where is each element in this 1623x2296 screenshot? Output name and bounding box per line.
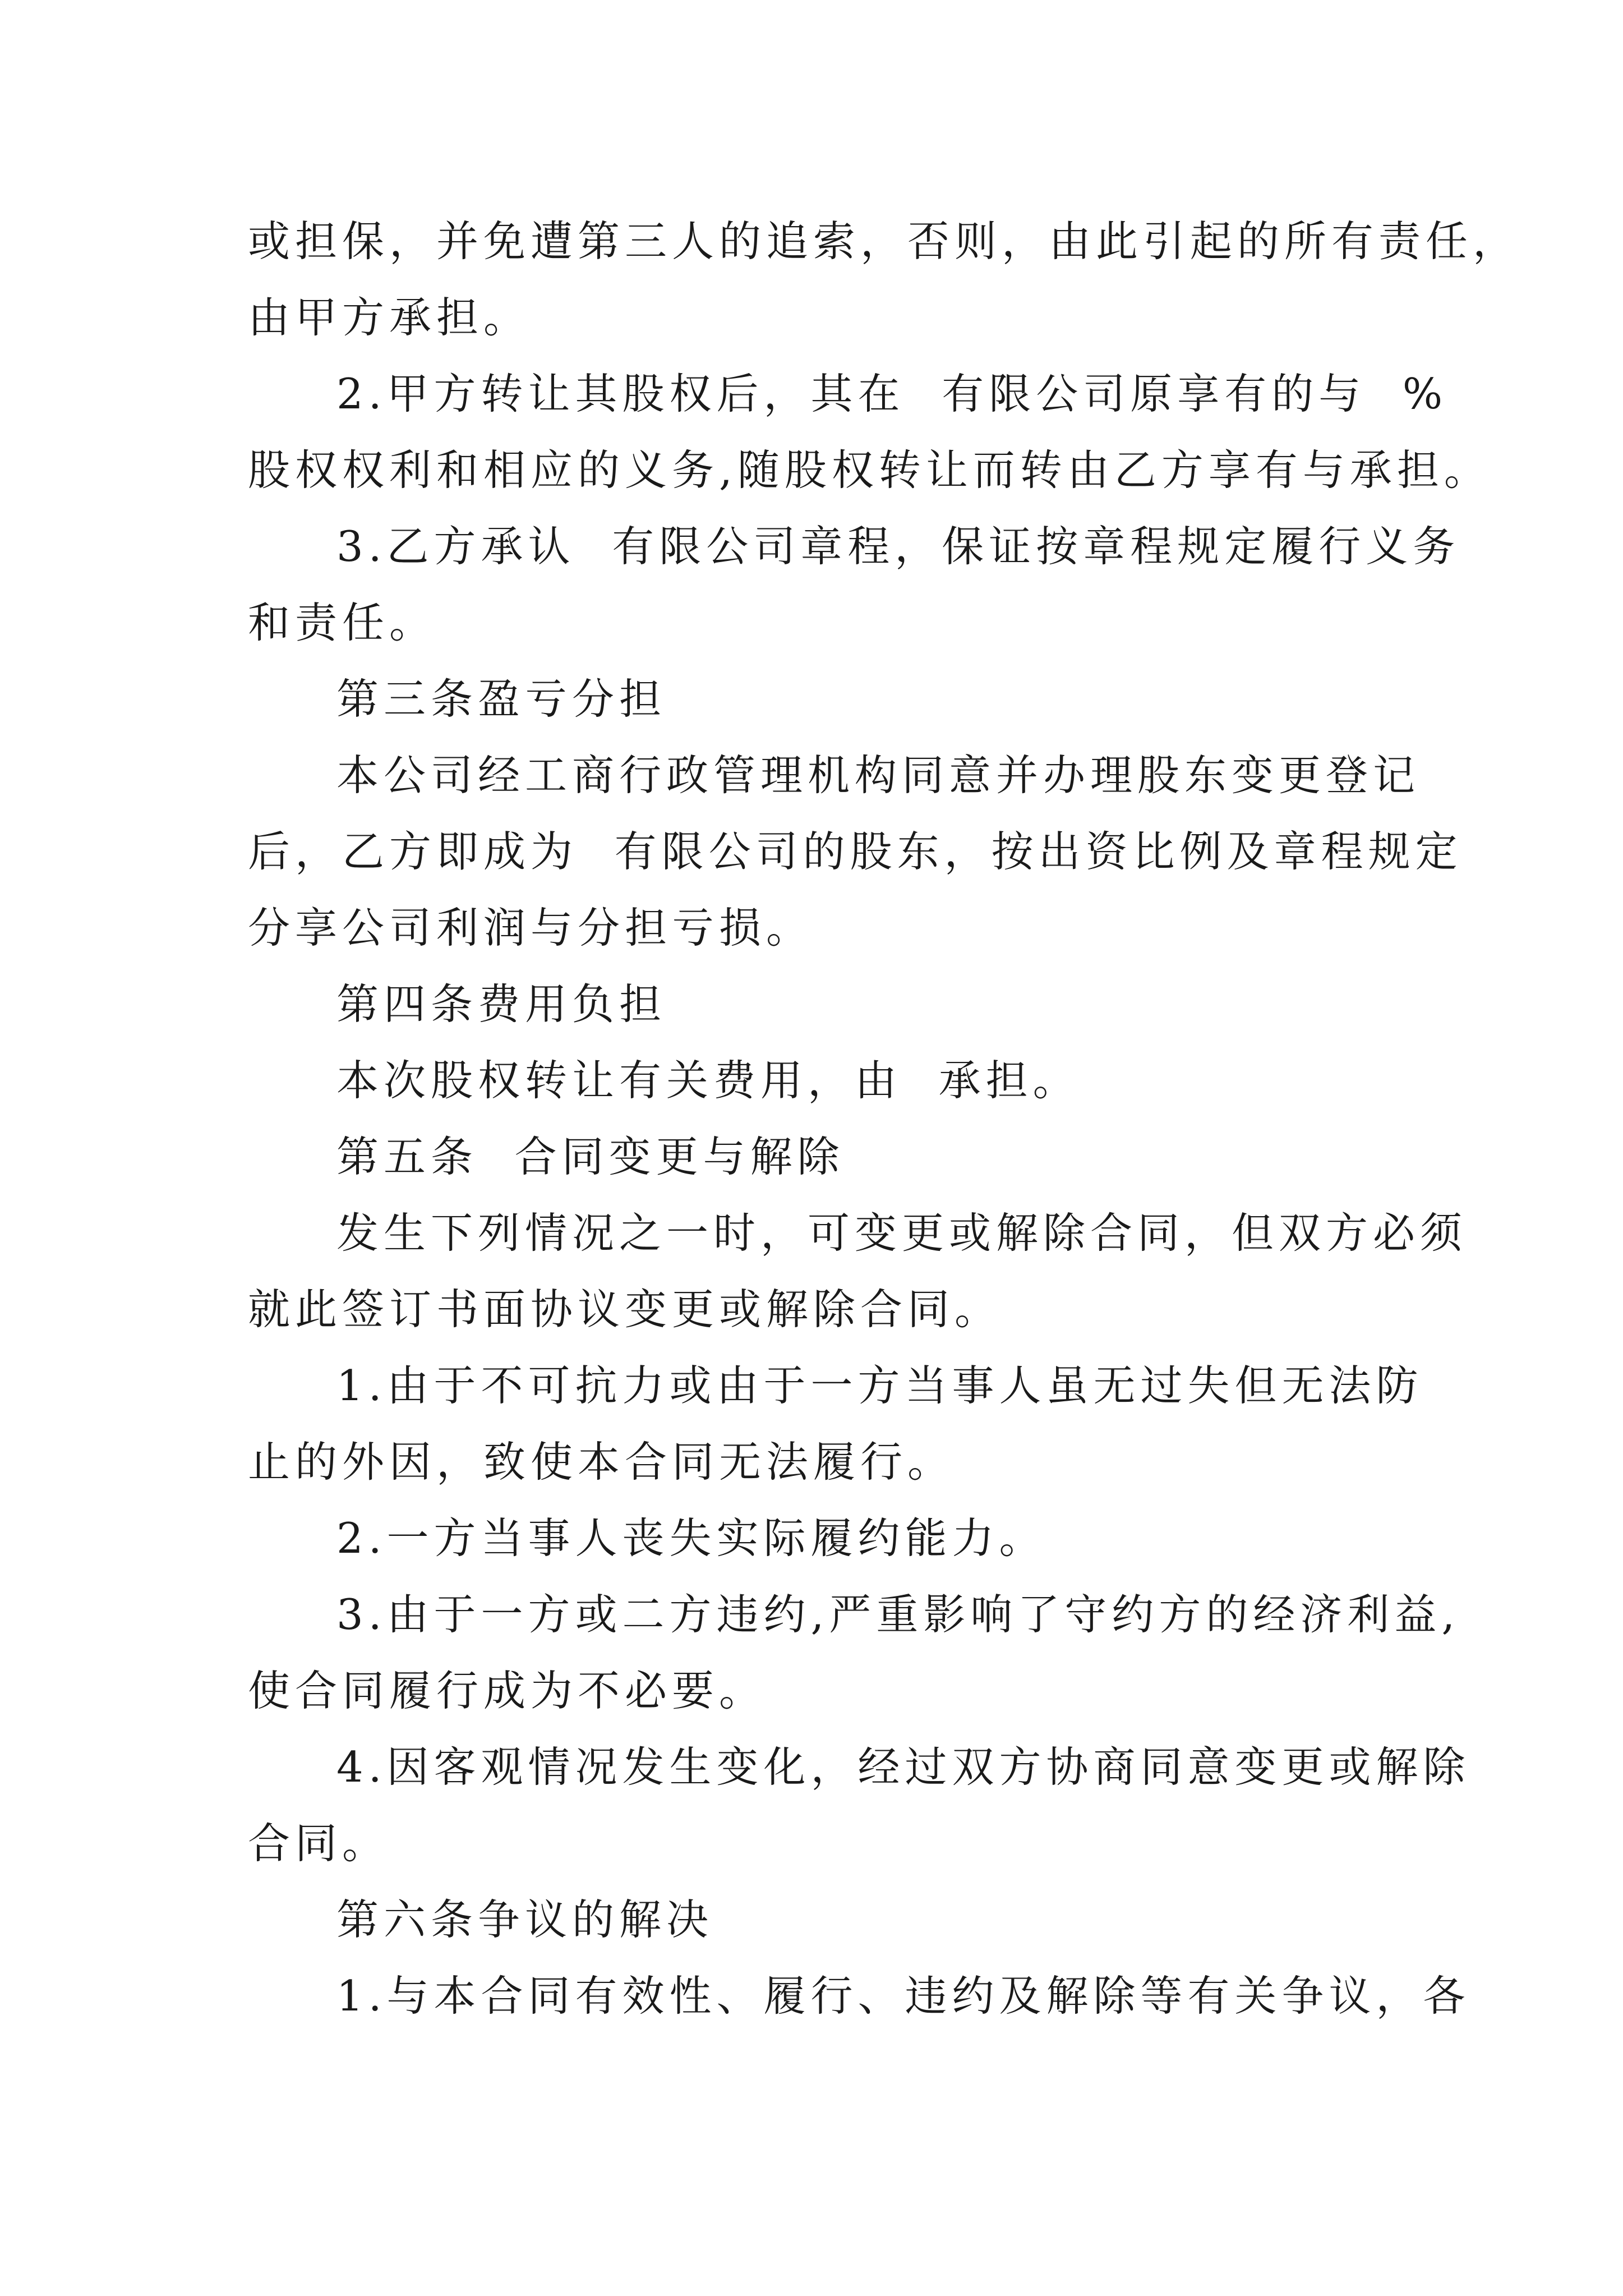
text-line-2: 由甲方承担。 <box>248 293 531 342</box>
document-body <box>248 203 1520 2034</box>
text-line-4: 股权权利和相应的义务,随股权转让而转由乙方享有与承担。 <box>248 445 1491 495</box>
clause-3-text: 3.乙方承认 有限公司章程，保证按章程规定履行义务 <box>336 522 1460 571</box>
article-5-item-1: 1.由于不可抗力或由于一方当事人虽无过失但无法防 <box>336 1361 1423 1410</box>
text-line-17: 止的外因，致使本合同无法履行。 <box>248 1437 955 1487</box>
article-5-item-4: 4.因客观情况发生变化，经过双方协商同意变更或解除 <box>336 1742 1470 1792</box>
text-line-22: 合同。 <box>248 1819 390 1868</box>
article-5-item-2: 2.一方当事人丧失实际履约能力。 <box>336 1513 1046 1563</box>
article-3-body: 本公司经工商行政管理机构同意并办理股东变更登记 <box>336 751 1421 800</box>
article-5-body: 发生下列情况之一时，可变更或解除合同，但双方必须 <box>336 1208 1468 1258</box>
clause-2-text: 2.甲方转让其股权后，其在 有限公司原享有的与 % <box>336 369 1448 418</box>
article-5-heading: 第五条 合同变更与解除 <box>336 1132 845 1181</box>
article-4-heading: 第四条费用负担 <box>336 979 667 1029</box>
article-6-heading: 第六条争议的解决 <box>336 1895 714 1944</box>
text-line-6: 和责任。 <box>248 598 437 647</box>
article-4-body: 本次股权转让有关费用，由 承担。 <box>336 1056 1080 1105</box>
article-6-item-1: 1.与本合同有效性、履行、违约及解除等有关争议，各 <box>336 1971 1470 2021</box>
text-line-1: 或担保，并免遭第三人的追索，否则，由此引起的所有责任， <box>248 217 1520 266</box>
article-3-heading: 第三条盈亏分担 <box>336 674 667 724</box>
text-line-10: 分享公司利润与分担亏损。 <box>248 903 814 953</box>
text-line-9: 后，乙方即成为 有限公司的股东，按出资比例及章程规定 <box>248 827 1463 876</box>
text-line-15: 就此签订书面协议变更或解除合同。 <box>248 1285 1002 1334</box>
text-line-20: 使合同履行成为不必要。 <box>248 1666 767 1715</box>
article-5-item-3: 3.由于一方或二方违约,严重影响了守约方的经济利益, <box>336 1590 1460 1639</box>
